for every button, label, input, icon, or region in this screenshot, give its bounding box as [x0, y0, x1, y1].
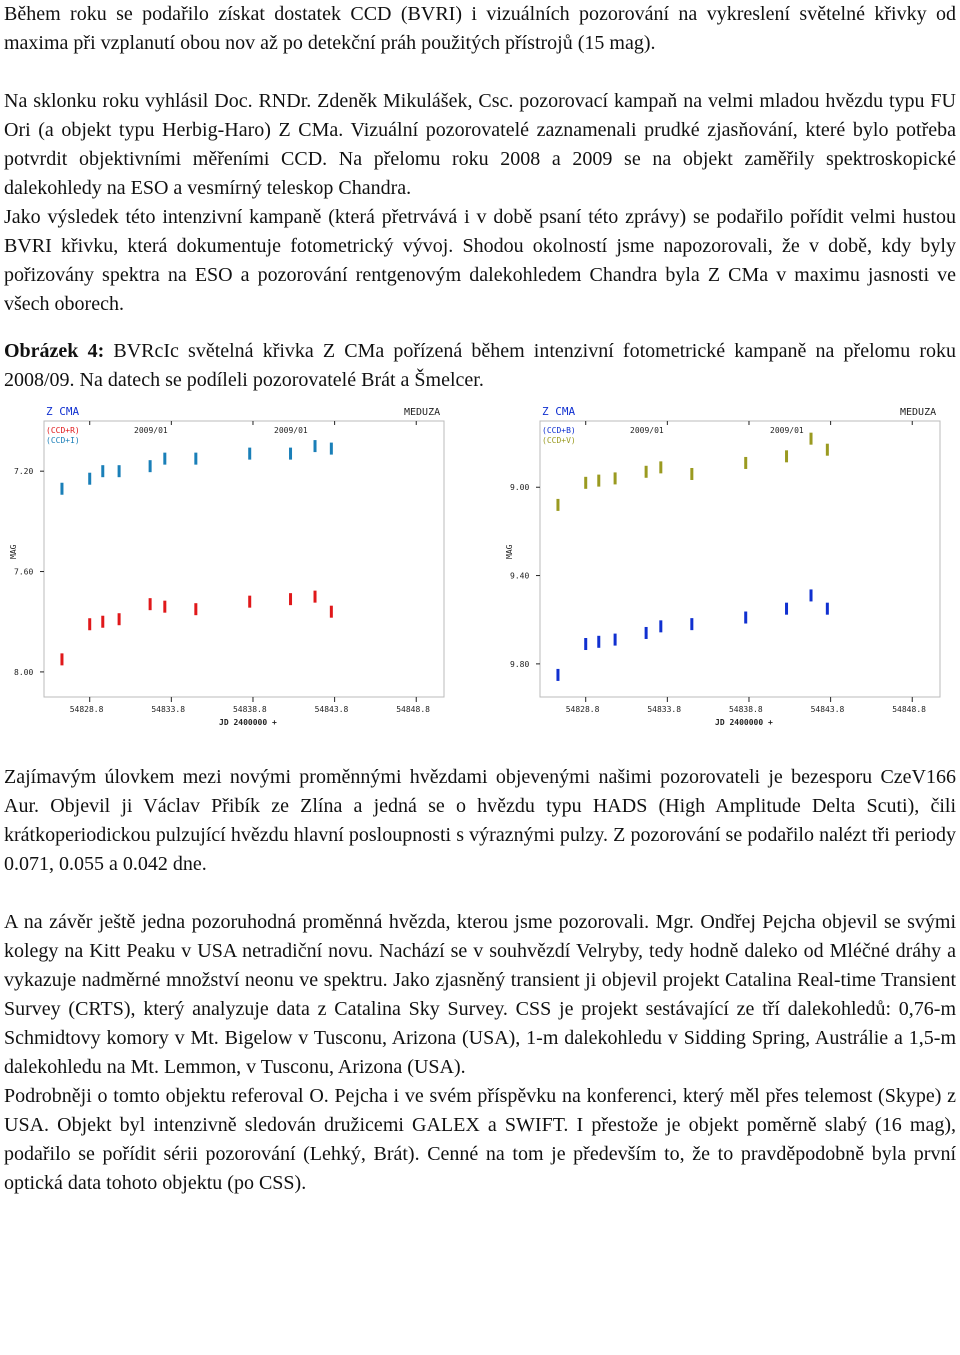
- chart-software-label: MEDUZA: [404, 407, 441, 418]
- data-point: [101, 616, 104, 628]
- x-tick-label: 54828.8: [69, 705, 104, 714]
- data-point: [690, 618, 693, 630]
- chart-title: Z CMA: [542, 405, 576, 418]
- chart-title: Z CMA: [46, 405, 80, 418]
- y-axis-label: MAG: [505, 544, 514, 559]
- data-point: [614, 634, 617, 646]
- light-curve-ri: [4, 397, 454, 747]
- figure-caption: [4, 337, 956, 395]
- data-point: [60, 653, 63, 665]
- y-tick-label: 8.00: [14, 667, 34, 677]
- data-point: [690, 468, 693, 480]
- x-tick-label: 54838.8: [232, 705, 267, 714]
- data-point: [556, 499, 559, 511]
- paragraph-zcma-result: Jako výsledek této intenzivní kampaně (která přetrvává i v době psaní této zprávy) se podařilo pořídit velmi hustou BVRI křivku, která dokumentuje fotometrický vývoj. Shodou okolností jsme napozorovali, že v době, kdy byly pořizovány spektra na ESO a pozorování rentgenovým dalekohledem Chandra byla Z CMa v maximu jasnosti ve všech oborech.: [4, 206, 956, 315]
- data-point: [289, 448, 292, 460]
- data-point: [597, 636, 600, 648]
- paragraph-nova-cetus: A na závěr ještě jedna pozoruhodná proměnná hvězda, kterou jsme pozorovali. Mgr. Ondřej Pejcha objevil se svými kolegy na Kitt Peaku v USA netradiční novu. Nachází se v souhvězdí Velryby, tedy hodně daleko od Mléčné dráhy a vykazuje nadměrné množství neonu ve spektru. Jako zjasněný transient ji objevil projekt Catalina Real-time Transient Survey (CRTS), který analyzuje data z Catalina Sky Survey. CSS je projekt sestávající ze tří dalekohledů: 0,76-m Schmidtovy komory v Mt. Bigelow v Tusconu, Arizona (USA), 1-m dalekohledu v Sidding Spring, Austrálie a 1,5-m dalekohledu na Mt. Lemmon, v Tusconu, Arizona (USA).: [4, 911, 956, 1078]
- data-point: [785, 603, 788, 615]
- paragraph-zcma-campaign: Na sklonku roku vyhlásil Doc. RNDr. Zdeněk Mikulášek, Csc. pozorovací kampaň na velmi mladou hvězdu typu FU Ori (a objekt typu Herbig-Haro) Z CMa. Vizuální pozorovatelé zaznamenali prudké zjasňování, které bylo potřeba potvrdit objektivními měřeními CCD. Na přelomu roku 2008 a 2009 se na objekt zaměřily spektroskopické dalekohledy na ESO a vesmírný teleskop Chandra.: [4, 90, 956, 199]
- document-page: [4, 0, 956, 1198]
- data-point: [645, 627, 648, 639]
- data-point: [314, 440, 317, 452]
- paragraph-novae: Během roku se podařilo získat dostatek CCD (BVRI) i vizuálních pozorování na vykreslení světelné křivky od maxima při vzplanutí obou nov až po detekční práh použitých přístrojů (15 mag).: [4, 3, 956, 54]
- year-label: 2009/01: [134, 426, 168, 435]
- chart-rband-iband: [4, 397, 454, 747]
- y-tick-label: 9.80: [510, 659, 530, 669]
- x-axis-label: JD 2400000 +: [715, 718, 773, 727]
- spacer: [4, 58, 956, 87]
- x-tick-label: 54833.8: [151, 705, 186, 714]
- data-point: [614, 472, 617, 484]
- legend-entry: (CCD+I): [46, 436, 80, 445]
- data-point: [785, 450, 788, 462]
- data-point: [556, 669, 559, 681]
- spacer: [4, 879, 956, 908]
- year-label: 2009/01: [770, 426, 804, 435]
- data-point: [149, 598, 152, 610]
- data-point: [194, 603, 197, 615]
- light-curve-bv: [500, 397, 950, 747]
- plot-frame: [44, 421, 444, 697]
- data-point: [289, 593, 292, 605]
- data-point: [88, 618, 91, 630]
- y-tick-label: 7.60: [14, 567, 34, 577]
- figure-charts: [4, 397, 956, 749]
- y-tick-label: 7.20: [14, 467, 34, 477]
- data-point: [330, 443, 333, 455]
- data-point: [584, 638, 587, 650]
- x-tick-label: 54843.8: [314, 705, 349, 714]
- data-point: [826, 444, 829, 456]
- figure-caption-label: Obrázek 4:: [4, 340, 105, 362]
- x-tick-label: 54848.8: [892, 705, 926, 714]
- data-point: [826, 603, 829, 615]
- x-tick-label: 54848.8: [396, 705, 430, 714]
- data-point: [101, 465, 104, 477]
- x-tick-label: 54833.8: [647, 705, 682, 714]
- x-axis-label: JD 2400000 +: [219, 718, 277, 727]
- data-point: [60, 483, 63, 495]
- data-point: [248, 596, 251, 608]
- data-point: [118, 465, 121, 477]
- y-tick-label: 9.00: [510, 483, 530, 493]
- data-point: [659, 461, 662, 473]
- data-point: [330, 606, 333, 618]
- data-point: [744, 612, 747, 624]
- data-point: [659, 620, 662, 632]
- paragraph-pejcha-talk: Podrobněji o tomto objektu referoval O. Pejcha i ve svém příspěvku na konferenci, který měl přes telemost (Skype) z USA. Objekt byl intenzivně sledován družicemi GALEX a SWIFT. I přestože je objekt poměrně slabý (16 mag), podařilo se pořídit sérii pozorování (Lehký, Brát). Cenné na tom je především to, že to pravděpodobně byla první optická data tohoto objektu (po CSS).: [4, 1085, 956, 1194]
- data-point: [163, 453, 166, 465]
- x-tick-label: 54828.8: [565, 705, 600, 714]
- y-axis-label: MAG: [9, 544, 18, 559]
- data-point: [194, 453, 197, 465]
- legend-entry: (CCD+V): [542, 436, 576, 445]
- data-point: [163, 601, 166, 613]
- data-point: [314, 591, 317, 603]
- data-point: [248, 448, 251, 460]
- data-point: [118, 613, 121, 625]
- x-tick-label: 54838.8: [728, 705, 763, 714]
- legend-entry: (CCD+R): [46, 426, 80, 435]
- data-point: [149, 460, 152, 472]
- data-point: [810, 433, 813, 445]
- legend-entry: (CCD+B): [542, 426, 576, 435]
- spacer: [4, 749, 956, 763]
- data-point: [744, 457, 747, 469]
- year-label: 2009/01: [274, 426, 308, 435]
- x-tick-label: 54843.8: [810, 705, 845, 714]
- plot-frame: [540, 421, 940, 697]
- paragraph-czev166: Zajímavým úlovkem mezi novými proměnnými hvězdami objevenými našimi pozorovateli je bezesporu CzeV166 Aur. Objevil ji Václav Přibík ze Zlína a jedná se o hvězdu typu HADS (High Amplitude Delta Scuti), čili krátkoperiodickou pulzující hvězdu hlavní posloupnosti s výraznými pulzy. Z pozorování se podařilo nalézt tři periody 0.071, 0.055 a 0.042 dne.: [4, 766, 956, 875]
- data-point: [584, 477, 587, 489]
- data-point: [810, 589, 813, 601]
- year-label: 2009/01: [630, 426, 664, 435]
- y-tick-label: 9.40: [510, 571, 530, 581]
- data-point: [597, 475, 600, 487]
- figure-caption-text: BVRcIc světelná křivka Z CMa pořízená během intenzivní fotometrické kampaně na přelomu roku 2008/09. Na datech se podíleli pozorovatelé Brát a Šmelcer.: [4, 340, 956, 391]
- chart-software-label: MEDUZA: [900, 407, 937, 418]
- spacer: [4, 319, 956, 333]
- chart-bband-vband: [500, 397, 950, 747]
- data-point: [645, 466, 648, 478]
- data-point: [88, 473, 91, 485]
